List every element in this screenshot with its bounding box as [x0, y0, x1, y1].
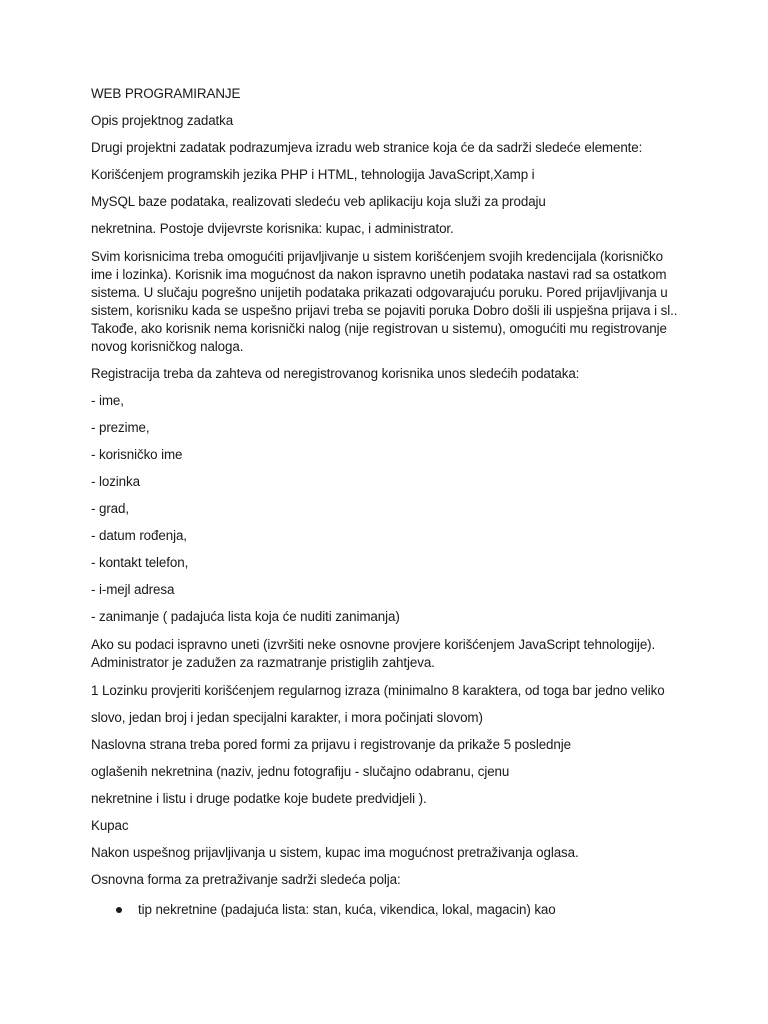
paragraph-line: Drugi projektni zadatak podrazumjeva izradu web stranice koja će da sadrži sledeće elemente:: [91, 140, 643, 155]
paragraph-line: sistema. U slučaju pogrešno unijetih podataka prikazati odgovarajuću poruku. Pored prijavljivanja u: [91, 285, 668, 300]
paragraph-line: Ako su podaci ispravno uneti (izvršiti neke osnovne provjere korišćenjem JavaScript tehnologije).: [91, 637, 656, 652]
list-item: - ime,: [91, 393, 124, 408]
paragraph-line: Korišćenjem programskih jezika PHP i HTML, tehnologija JavaScript,Xamp i: [91, 167, 535, 182]
paragraph-line: sistem, korisniku kada se uspešno prijavi treba se pojaviti poruka Dobro došli ili uspješna prijava i sl..: [91, 303, 678, 318]
list-item: - i-mejl adresa: [91, 582, 175, 597]
paragraph-line: 1 Lozinku provjeriti korišćenjem regularnog izraza (minimalno 8 karaktera, od toga bar jedno veliko: [91, 683, 665, 698]
paragraph-line: novog korisničkog naloga.: [91, 339, 244, 354]
list-item: - kontakt telefon,: [91, 555, 189, 570]
paragraph-line: nekretnine i listu i druge podatke koje budete predvidjeli ).: [91, 791, 427, 806]
list-item: - datum rođenja,: [91, 528, 187, 543]
bullet-icon: [116, 907, 122, 913]
list-item: - lozinka: [91, 474, 140, 489]
paragraph-line: slovo, jedan broj i jedan specijalni karakter, i mora počinjati slovom): [91, 710, 483, 725]
paragraph-line: Svim korisnicima treba omogućiti prijavljivanje u sistem korišćenjem svojih kredencijala (korisničko: [91, 249, 663, 264]
paragraph-line: oglašenih nekretnina (naziv, jednu fotografiju - slučajno odabranu, cjenu: [91, 764, 510, 779]
paragraph-line: MySQL baze podataka, realizovati sledeću veb aplikaciju koja služi za prodaju: [91, 194, 546, 209]
paragraph-line: Administrator je zadužen za razmatranje pristiglih zahtjeva.: [91, 655, 435, 670]
paragraph-line: Nakon uspešnog prijavljivanja u sistem, kupac ima mogućnost pretraživanja oglasa.: [91, 845, 579, 860]
list-item: - zanimanje ( padajuća lista koja će nuditi zanimanja): [91, 609, 400, 624]
list-item: - korisničko ime: [91, 447, 183, 462]
paragraph-line: Registracija treba da zahteva od neregistrovanog korisnika unos sledećih podataka:: [91, 366, 580, 381]
section-heading: Kupac: [91, 818, 129, 833]
section-heading: Opis projektnog zadatka: [91, 113, 234, 128]
bullet-list-item: tip nekretnine (padajuća lista: stan, kuća, vikendica, lokal, magacin) kao: [138, 902, 556, 917]
paragraph-line: nekretnina. Postoje dvijevrste korisnika: kupac, i administrator.: [91, 221, 454, 236]
paragraph-line: Naslovna strana treba pored formi za prijavu i registrovanje da prikaže 5 poslednje: [91, 737, 571, 752]
paragraph-line: ime i lozinka). Korisnik ima mogućnost da nakon ispravno unetih podataka nastavi rad sa ostatkom: [91, 267, 667, 282]
paragraph-line: Takođe, ako korisnik nema korisnički nalog (nije registrovan u sistemu), omogućiti mu registrovanje: [91, 321, 667, 336]
list-item: - prezime,: [91, 420, 150, 435]
paragraph-line: Osnovna forma za pretraživanje sadrži sledeća polja:: [91, 872, 401, 887]
list-item: - grad,: [91, 501, 130, 516]
document-title: WEB PROGRAMIRANJE: [91, 86, 241, 101]
